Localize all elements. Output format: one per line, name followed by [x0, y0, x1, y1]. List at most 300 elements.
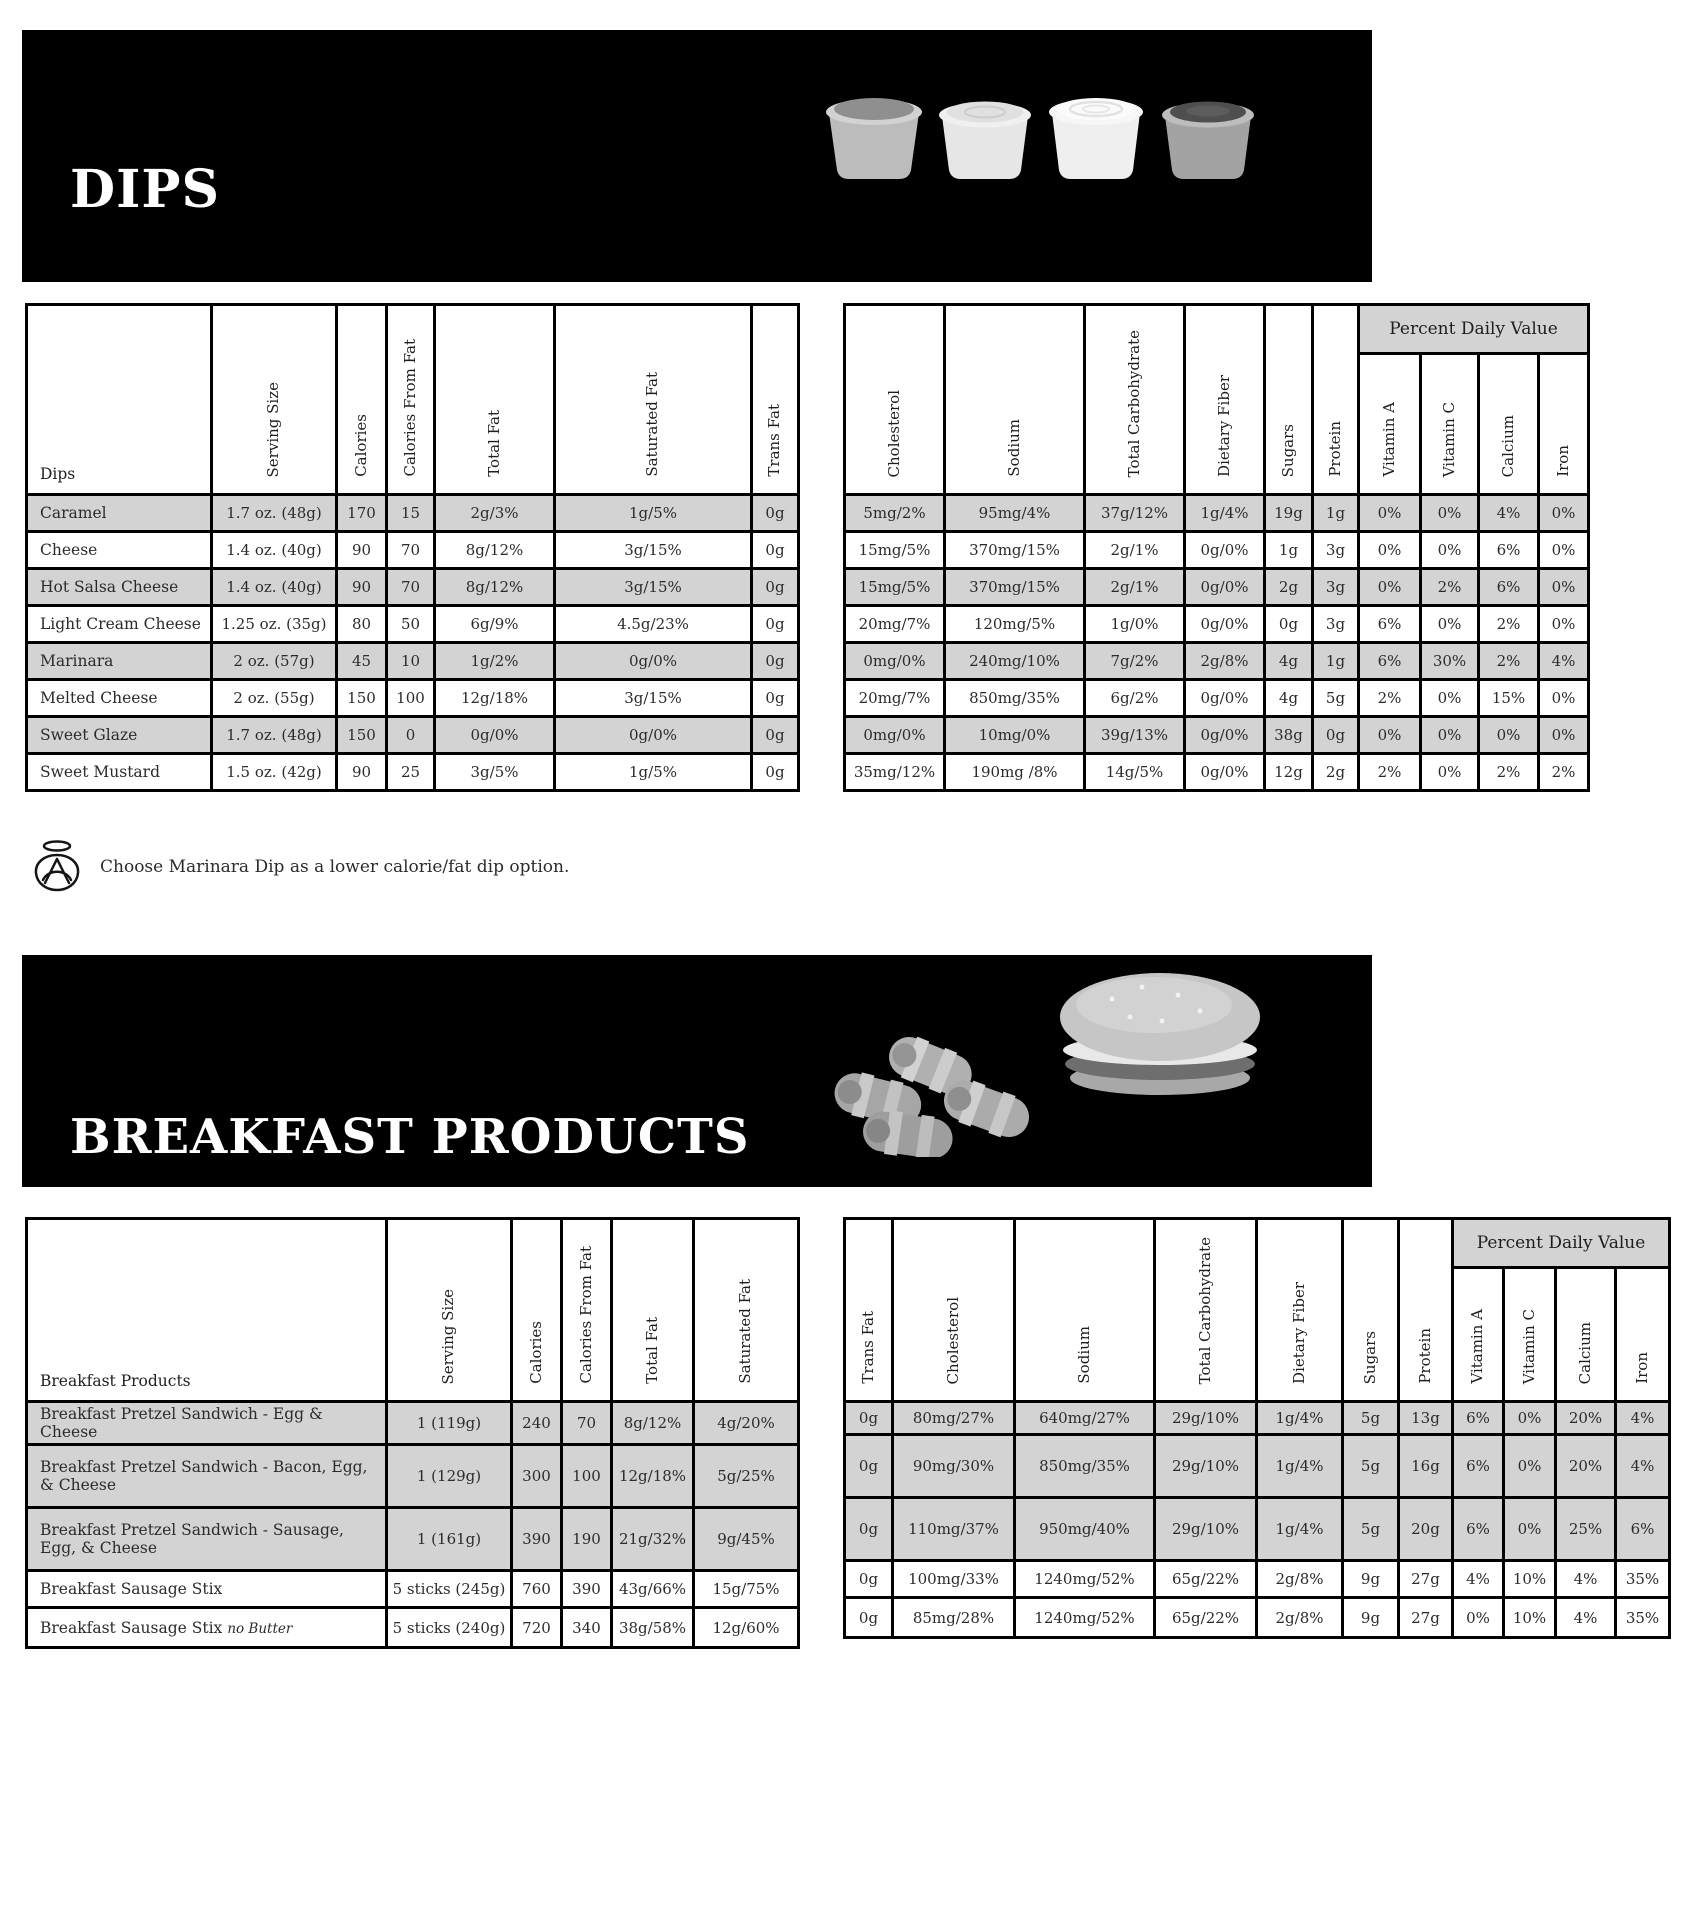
column-header-label: Dietary Fiber — [1214, 375, 1233, 477]
product-name-text: Breakfast Sausage Stix — [40, 1618, 223, 1637]
table-row — [845, 569, 1589, 606]
cell-sugars: 4g — [1265, 680, 1313, 717]
cell-sugars: 9g — [1343, 1598, 1399, 1638]
table-row — [845, 495, 1589, 532]
table-row — [27, 643, 799, 680]
header-row — [27, 1219, 799, 1402]
cell-dietary-fiber: 0g/0% — [1185, 754, 1265, 791]
breakfast-nutrition-table-left — [25, 1217, 800, 1649]
column-header-label: Iron — [1632, 1352, 1651, 1384]
cell-sugars: 4g — [1265, 643, 1313, 680]
cell-iron: 0% — [1539, 569, 1589, 606]
cell-vitamin-c: 0% — [1421, 754, 1479, 791]
cell-iron: 2% — [1539, 754, 1589, 791]
cell-dip-name: Melted Cheese — [27, 680, 212, 717]
column-header — [512, 1219, 562, 1402]
cell-sodium: 850mg/35% — [945, 680, 1085, 717]
cell-total-carbohydrate: 29g/10% — [1155, 1435, 1257, 1498]
cell-sugars: 5g — [1343, 1498, 1399, 1561]
cell-vitamin-c: 0% — [1504, 1435, 1556, 1498]
table-row — [27, 1571, 799, 1608]
cell-dietary-fiber: 1g/4% — [1257, 1402, 1343, 1435]
cell-protein: 3g — [1313, 569, 1359, 606]
cell-saturated-fat: 12g/60% — [694, 1608, 799, 1648]
cell-total-carbohydrate: 6g/2% — [1085, 680, 1185, 717]
marinara-note — [30, 838, 569, 896]
cell-sugars: 12g — [1265, 754, 1313, 791]
column-header — [1343, 1219, 1399, 1402]
cell-protein: 1g — [1313, 495, 1359, 532]
cell-trans-fat: 0g — [752, 717, 799, 754]
cell-serving-size: 1.4 oz. (40g) — [212, 532, 337, 569]
cell-calories-from-fat: 50 — [387, 606, 435, 643]
cell-saturated-fat: 4.5g/23% — [555, 606, 752, 643]
product-name-text: Breakfast Pretzel Sandwich - Bacon, Egg, & Cheese — [40, 1458, 368, 1494]
table-row — [845, 606, 1589, 643]
cell-calcium: 25% — [1556, 1498, 1616, 1561]
cell-product-name — [27, 1571, 387, 1608]
product-name-text: Breakfast Pretzel Sandwich - Egg & Cheese — [40, 1405, 323, 1441]
cell-vitamin-c: 10% — [1504, 1561, 1556, 1598]
column-header-label: Sodium — [1074, 1326, 1093, 1384]
cell-protein: 13g — [1399, 1402, 1453, 1435]
table-row — [845, 1435, 1670, 1498]
column-header — [1616, 1268, 1670, 1402]
cell-product-name — [27, 1402, 387, 1445]
cell-total-fat: 8g/12% — [612, 1402, 694, 1445]
cell-saturated-fat: 3g/15% — [555, 680, 752, 717]
cell-total-fat: 2g/3% — [435, 495, 555, 532]
table-row — [845, 532, 1589, 569]
column-header — [562, 1219, 612, 1402]
cell-iron: 35% — [1616, 1561, 1670, 1598]
cell-total-carbohydrate: 7g/2% — [1085, 643, 1185, 680]
cell-trans-fat: 0g — [845, 1435, 893, 1498]
column-header — [1556, 1268, 1616, 1402]
cell-vitamin-a: 0% — [1359, 717, 1421, 754]
cell-sodium: 95mg/4% — [945, 495, 1085, 532]
table-row — [27, 569, 799, 606]
cell-vitamin-c: 10% — [1504, 1598, 1556, 1638]
pretzel-sandwich-image — [1050, 959, 1270, 1104]
cell-vitamin-a: 2% — [1359, 680, 1421, 717]
cell-iron: 0% — [1539, 717, 1589, 754]
cell-total-fat: 12g/18% — [612, 1445, 694, 1508]
column-header-label: Total Carbohydrate — [1195, 1236, 1214, 1384]
cell-total-carbohydrate: 39g/13% — [1085, 717, 1185, 754]
cell-saturated-fat: 3g/15% — [555, 532, 752, 569]
cell-iron: 0% — [1539, 495, 1589, 532]
product-name-text: Breakfast Sausage Stix — [40, 1580, 223, 1598]
column-header-label: Vitamin A — [1379, 402, 1398, 477]
column-header-label: Vitamin C — [1519, 1308, 1538, 1384]
cell-calcium: 4% — [1556, 1598, 1616, 1638]
table-row — [845, 643, 1589, 680]
corner-label-breakfast: Breakfast Products — [27, 1219, 387, 1402]
cell-total-fat: 21g/32% — [612, 1508, 694, 1571]
cell-serving-size: 5 sticks (240g) — [387, 1608, 512, 1648]
column-header — [1421, 354, 1479, 495]
cell-dip-name: Hot Salsa Cheese — [27, 569, 212, 606]
column-header — [435, 305, 555, 495]
cell-saturated-fat: 1g/5% — [555, 495, 752, 532]
column-header — [387, 1219, 512, 1402]
table-row — [27, 1402, 799, 1445]
column-header-label: Total Fat — [642, 1317, 661, 1384]
cell-dip-name: Cheese — [27, 532, 212, 569]
cell-vitamin-c: 0% — [1504, 1498, 1556, 1561]
cell-vitamin-c: 0% — [1421, 606, 1479, 643]
cell-product-name — [27, 1508, 387, 1571]
cell-calories: 90 — [337, 532, 387, 569]
cell-sodium: 10mg/0% — [945, 717, 1085, 754]
dips-nutrition-table-right — [843, 303, 1590, 792]
cell-calories: 150 — [337, 680, 387, 717]
column-header-label: Calories — [526, 1321, 545, 1384]
cell-calories-from-fat: 70 — [387, 569, 435, 606]
cell-dietary-fiber: 1g/4% — [1257, 1435, 1343, 1498]
cell-calories-from-fat: 25 — [387, 754, 435, 791]
cell-protein: 16g — [1399, 1435, 1453, 1498]
breakfast-section-title: BREAKFAST PRODUCTS — [70, 1109, 750, 1165]
cell-serving-size: 1.7 oz. (48g) — [212, 495, 337, 532]
cell-protein: 1g — [1313, 643, 1359, 680]
column-header-label: Calories From Fat — [400, 339, 419, 477]
cell-calcium: 2% — [1479, 643, 1539, 680]
corner-label-dips: Dips — [27, 305, 212, 495]
table-row — [27, 606, 799, 643]
cell-dip-name: Marinara — [27, 643, 212, 680]
cell-total-carbohydrate: 2g/1% — [1085, 532, 1185, 569]
cell-cholesterol: 35mg/12% — [845, 754, 945, 791]
cell-product-name — [27, 1445, 387, 1508]
cell-dietary-fiber: 0g/0% — [1185, 717, 1265, 754]
cell-calories: 80 — [337, 606, 387, 643]
cell-total-carbohydrate: 37g/12% — [1085, 495, 1185, 532]
cell-vitamin-a: 2% — [1359, 754, 1421, 791]
column-header — [1539, 354, 1589, 495]
header-row — [845, 1219, 1670, 1268]
cell-cholesterol: 90mg/30% — [893, 1435, 1015, 1498]
cell-calories: 300 — [512, 1445, 562, 1508]
cell-calcium: 0% — [1479, 717, 1539, 754]
cell-protein: 3g — [1313, 606, 1359, 643]
cell-sodium: 370mg/15% — [945, 532, 1085, 569]
column-header-label: Calcium — [1575, 1321, 1594, 1384]
cell-sodium: 1240mg/52% — [1015, 1561, 1155, 1598]
cell-calcium: 6% — [1479, 569, 1539, 606]
cell-dip-name: Light Cream Cheese — [27, 606, 212, 643]
dips-nutrition-table-left — [25, 303, 800, 792]
cell-calories-from-fat: 390 — [562, 1571, 612, 1608]
cell-sugars: 5g — [1343, 1402, 1399, 1435]
cell-vitamin-a: 6% — [1453, 1435, 1504, 1498]
cell-calories-from-fat: 100 — [387, 680, 435, 717]
table-row — [27, 1608, 799, 1648]
column-header-label: Cholesterol — [884, 389, 903, 477]
percent-daily-value-header: Percent Daily Value — [1359, 305, 1589, 354]
cell-total-carbohydrate: 65g/22% — [1155, 1561, 1257, 1598]
column-header-label: Serving Size — [439, 1288, 458, 1384]
column-header-label: Iron — [1553, 445, 1572, 477]
column-header — [1185, 305, 1265, 495]
column-header-label: Saturated Fat — [736, 1279, 755, 1384]
cell-vitamin-a: 6% — [1453, 1402, 1504, 1435]
cell-vitamin-a: 0% — [1453, 1598, 1504, 1638]
column-header — [1015, 1219, 1155, 1402]
cell-trans-fat: 0g — [845, 1402, 893, 1435]
column-header-label: Total Carbohydrate — [1124, 329, 1143, 477]
cell-total-carbohydrate: 29g/10% — [1155, 1402, 1257, 1435]
cell-total-carbohydrate: 14g/5% — [1085, 754, 1185, 791]
cell-dietary-fiber: 0g/0% — [1185, 680, 1265, 717]
column-header — [1359, 354, 1421, 495]
cell-vitamin-a: 6% — [1453, 1498, 1504, 1561]
cell-protein: 0g — [1313, 717, 1359, 754]
cell-dip-name: Caramel — [27, 495, 212, 532]
cell-cholesterol: 15mg/5% — [845, 532, 945, 569]
table-row — [27, 495, 799, 532]
cell-cholesterol: 0mg/0% — [845, 717, 945, 754]
cell-total-fat: 38g/58% — [612, 1608, 694, 1648]
column-header-label: Vitamin A — [1468, 1309, 1487, 1384]
cell-sodium: 640mg/27% — [1015, 1402, 1155, 1435]
cell-dietary-fiber: 0g/0% — [1185, 606, 1265, 643]
cell-vitamin-c: 0% — [1421, 495, 1479, 532]
cell-calories: 90 — [337, 754, 387, 791]
cell-calcium: 15% — [1479, 680, 1539, 717]
cell-sodium: 120mg/5% — [945, 606, 1085, 643]
column-header — [1085, 305, 1185, 495]
table-row — [845, 717, 1589, 754]
cell-total-fat: 1g/2% — [435, 643, 555, 680]
dips-section-banner — [22, 30, 1372, 282]
column-header — [845, 305, 945, 495]
cell-serving-size: 5 sticks (245g) — [387, 1571, 512, 1608]
cell-total-carbohydrate: 65g/22% — [1155, 1598, 1257, 1638]
cell-calcium: 2% — [1479, 754, 1539, 791]
cell-calories-from-fat: 0 — [387, 717, 435, 754]
cell-serving-size: 1.7 oz. (48g) — [212, 717, 337, 754]
cell-cholesterol: 20mg/7% — [845, 680, 945, 717]
column-header — [387, 305, 435, 495]
column-header — [752, 305, 799, 495]
cell-saturated-fat: 1g/5% — [555, 754, 752, 791]
cell-iron: 4% — [1539, 643, 1589, 680]
column-header — [1313, 305, 1359, 495]
column-header — [212, 305, 337, 495]
cell-trans-fat: 0g — [752, 495, 799, 532]
cell-serving-size: 1.4 oz. (40g) — [212, 569, 337, 606]
header-row — [845, 305, 1589, 354]
dip-cups-image — [817, 78, 1262, 186]
cell-calories-from-fat: 70 — [562, 1402, 612, 1445]
cell-calcium: 4% — [1556, 1561, 1616, 1598]
cell-calcium: 4% — [1479, 495, 1539, 532]
cell-total-fat: 43g/66% — [612, 1571, 694, 1608]
cell-saturated-fat: 3g/15% — [555, 569, 752, 606]
cell-sugars: 1g — [1265, 532, 1313, 569]
column-header-label: Vitamin C — [1439, 401, 1458, 477]
cell-trans-fat: 0g — [752, 754, 799, 791]
column-header-label: Dietary Fiber — [1289, 1282, 1308, 1384]
cell-iron: 4% — [1616, 1402, 1670, 1435]
cell-vitamin-c: 30% — [1421, 643, 1479, 680]
cell-trans-fat: 0g — [752, 532, 799, 569]
cell-vitamin-a: 0% — [1359, 569, 1421, 606]
cell-vitamin-c: 0% — [1421, 717, 1479, 754]
cell-serving-size: 1 (119g) — [387, 1402, 512, 1445]
cell-product-name — [27, 1608, 387, 1648]
cell-cholesterol: 110mg/37% — [893, 1498, 1015, 1561]
cell-calories-from-fat: 10 — [387, 643, 435, 680]
table-row — [845, 1598, 1670, 1638]
percent-daily-value-header: Percent Daily Value — [1453, 1219, 1670, 1268]
cell-trans-fat: 0g — [845, 1598, 893, 1638]
table-row — [27, 754, 799, 791]
column-header-label: Calories From Fat — [576, 1246, 595, 1384]
cell-total-fat: 12g/18% — [435, 680, 555, 717]
column-header — [1479, 354, 1539, 495]
cell-total-fat: 8g/12% — [435, 532, 555, 569]
cell-calcium: 20% — [1556, 1402, 1616, 1435]
column-header-label: Sodium — [1004, 419, 1023, 477]
cell-sodium: 240mg/10% — [945, 643, 1085, 680]
cell-sodium: 190mg /8% — [945, 754, 1085, 791]
cell-calories-from-fat: 100 — [562, 1445, 612, 1508]
column-header — [337, 305, 387, 495]
cell-dietary-fiber: 0g/0% — [1185, 569, 1265, 606]
cell-vitamin-c: 0% — [1421, 680, 1479, 717]
column-header — [694, 1219, 799, 1402]
cell-calories: 90 — [337, 569, 387, 606]
column-header — [612, 1219, 694, 1402]
cell-sugars: 19g — [1265, 495, 1313, 532]
column-header-label: Total Fat — [484, 410, 503, 477]
table-row — [845, 1402, 1670, 1435]
cell-iron: 0% — [1539, 532, 1589, 569]
note-text: Choose Marinara Dip as a lower calorie/fat dip option. — [100, 857, 570, 877]
cell-calcium: 6% — [1479, 532, 1539, 569]
cell-dietary-fiber: 2g/8% — [1257, 1598, 1343, 1638]
column-header — [1504, 1268, 1556, 1402]
table-row — [27, 532, 799, 569]
cell-calories-from-fat: 190 — [562, 1508, 612, 1571]
cell-total-fat: 8g/12% — [435, 569, 555, 606]
column-header-label: Cholesterol — [943, 1296, 962, 1384]
sausage-stix-image — [832, 1017, 1067, 1157]
cell-calories-from-fat: 15 — [387, 495, 435, 532]
cell-calories: 45 — [337, 643, 387, 680]
cell-protein: 3g — [1313, 532, 1359, 569]
column-header-label: Serving Size — [264, 381, 283, 477]
cell-dietary-fiber: 0g/0% — [1185, 532, 1265, 569]
cell-saturated-fat: 9g/45% — [694, 1508, 799, 1571]
cell-cholesterol: 85mg/28% — [893, 1598, 1015, 1638]
cell-iron: 0% — [1539, 606, 1589, 643]
cell-dietary-fiber: 2g/8% — [1257, 1561, 1343, 1598]
cell-serving-size: 1 (161g) — [387, 1508, 512, 1571]
cell-vitamin-c: 0% — [1421, 532, 1479, 569]
column-header — [1155, 1219, 1257, 1402]
cell-trans-fat: 0g — [845, 1498, 893, 1561]
column-header — [845, 1219, 893, 1402]
cell-total-carbohydrate: 1g/0% — [1085, 606, 1185, 643]
table-row — [27, 680, 799, 717]
cell-sugars: 0g — [1265, 606, 1313, 643]
column-header-label: Protein — [1415, 1328, 1434, 1384]
header-row — [27, 305, 799, 495]
cell-calcium: 20% — [1556, 1435, 1616, 1498]
column-header-label: Trans Fat — [858, 1311, 877, 1384]
column-header — [555, 305, 752, 495]
cell-vitamin-a: 4% — [1453, 1561, 1504, 1598]
dips-section-title: DIPS — [70, 159, 221, 220]
column-header — [1399, 1219, 1453, 1402]
cell-vitamin-c: 0% — [1504, 1402, 1556, 1435]
cell-vitamin-a: 0% — [1359, 495, 1421, 532]
table-row — [27, 1445, 799, 1508]
cell-trans-fat: 0g — [752, 643, 799, 680]
cell-total-carbohydrate: 29g/10% — [1155, 1498, 1257, 1561]
cell-sodium: 950mg/40% — [1015, 1498, 1155, 1561]
column-header-label: Trans Fat — [765, 404, 784, 477]
cell-iron: 4% — [1616, 1435, 1670, 1498]
cell-cholesterol: 100mg/33% — [893, 1561, 1015, 1598]
cell-cholesterol: 15mg/5% — [845, 569, 945, 606]
cell-trans-fat: 0g — [845, 1561, 893, 1598]
cell-cholesterol: 80mg/27% — [893, 1402, 1015, 1435]
table-row — [845, 1561, 1670, 1598]
cell-calories: 720 — [512, 1608, 562, 1648]
cell-dip-name: Sweet Mustard — [27, 754, 212, 791]
cell-trans-fat: 0g — [752, 569, 799, 606]
cell-sugars: 38g — [1265, 717, 1313, 754]
cell-sugars: 9g — [1343, 1561, 1399, 1598]
cell-calories: 240 — [512, 1402, 562, 1445]
cell-calories: 760 — [512, 1571, 562, 1608]
breakfast-nutrition-table-right — [843, 1217, 1671, 1639]
cell-trans-fat: 0g — [752, 606, 799, 643]
cell-sugars: 2g — [1265, 569, 1313, 606]
cell-vitamin-c: 2% — [1421, 569, 1479, 606]
table-row — [27, 1508, 799, 1571]
table-row — [845, 680, 1589, 717]
cell-saturated-fat: 15g/75% — [694, 1571, 799, 1608]
cell-trans-fat: 0g — [752, 680, 799, 717]
column-header-label: Calcium — [1498, 414, 1517, 477]
cell-total-fat: 6g/9% — [435, 606, 555, 643]
cell-saturated-fat: 5g/25% — [694, 1445, 799, 1508]
cell-serving-size: 2 oz. (57g) — [212, 643, 337, 680]
cell-sodium: 850mg/35% — [1015, 1435, 1155, 1498]
column-header — [1453, 1268, 1504, 1402]
cell-dietary-fiber: 1g/4% — [1257, 1498, 1343, 1561]
column-header — [1257, 1219, 1343, 1402]
cell-cholesterol: 20mg/7% — [845, 606, 945, 643]
cell-calcium: 2% — [1479, 606, 1539, 643]
column-header — [893, 1219, 1015, 1402]
cell-sodium: 370mg/15% — [945, 569, 1085, 606]
column-header-label: Protein — [1325, 421, 1344, 477]
table-row — [27, 717, 799, 754]
table-row — [845, 1498, 1670, 1561]
cell-total-carbohydrate: 2g/1% — [1085, 569, 1185, 606]
cell-sugars: 5g — [1343, 1435, 1399, 1498]
cell-vitamin-a: 0% — [1359, 532, 1421, 569]
cell-calories-from-fat: 70 — [387, 532, 435, 569]
cell-saturated-fat: 4g/20% — [694, 1402, 799, 1445]
